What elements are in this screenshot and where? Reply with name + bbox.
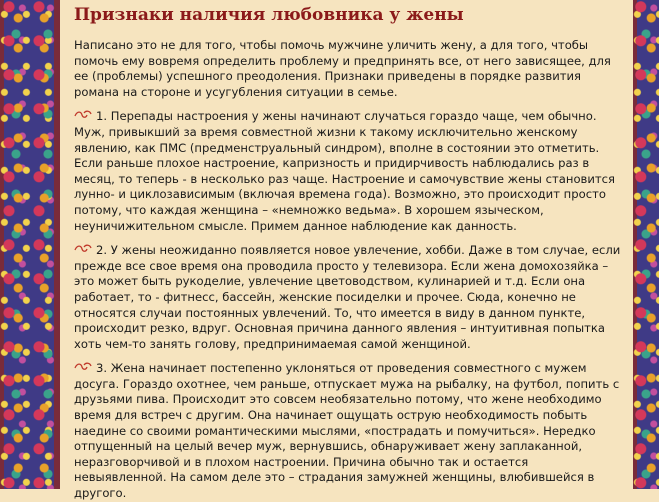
article	[60, 0, 633, 501]
flourish-bullet-icon	[74, 244, 92, 254]
list-item	[74, 243, 623, 352]
flourish-bullet-icon	[74, 362, 92, 372]
flourish-bullet-icon	[74, 110, 92, 120]
ornamental-border-right	[633, 0, 659, 489]
list-item	[74, 361, 623, 501]
page-title: Признаки наличия любовника у жены	[74, 5, 464, 25]
list-item	[74, 109, 623, 234]
ornamental-border-left	[0, 0, 60, 489]
list-item-text: 3. Жена начинает постепенно уклоняться от проведения совместного с мужем досуга. Гораздо охотнее, чем раньше, отпускает мужа на рыбалку, на футбол, попить с друзьями пива. Происходит это совсем необязательно потому, что жене необходимо время для встреч с другим. Она начинает ощущать острую необходимость побыть наедине со своими романтическими мыслями, «пострадать и помучиться». Нередко отпущенный на целый вечер муж, вернувшись, обнаруживает жену заплаканной, неразговорчивой и в плохом настроении. Причина обычно так и остается невыявленной. На самом деле это – страдания замужней женщины, влюбившейся в другого.	[74, 361, 620, 501]
list-item-text: 2. У жены неожиданно появляется новое увлечение, хобби. Даже в том случае, если прежде все свое время она проводила просто у телевизора. Если жена домохозяйка – это может быть рукоделие, увлечение цветоводством, кулинарией и т.д. Если она работает, то - фитнесс, бассейн, женские посиделки и прочее. Сюда, конечно не относятся случаи постоянных увлечений. То, что имеется в виду в данном пункте, происходит резко, вдруг. Основная причина данного явления – интуитивная попытка хоть чем-то занять голову, предпринимаемая самой женщиной.	[74, 243, 621, 351]
intro-paragraph: Написано это не для того, чтобы помочь мужчине уличить жену, а для того, чтобы помочь ему вовремя определить проблему и предпринять все, от него зависящее, для ее (проблемы) успешного преодоления. Признаки приведены в порядке развития романа на стороне и усугубления ситуации в семье.	[74, 38, 611, 99]
list-item-text: 1. Перепады настроения у жены начинают случаться гораздо чаще, чем обычно. Муж, привыкший за время совместной жизни к такому исключительно женскому явлению, как ПМС (предменструальный синдром), вполне в состоянии это отметить. Если раньше плохое настроение, капризность и придирчивость наблюдались раз в месяц, то теперь - в несколько раз чаще. Настроение и самочувствие жены становится лунно- и циклозависимым (включая времена года). Возможно, это происходит просто потому, что каждая женщина – «немножко ведьма». В хорошем языческом, неуничижительном смысле. Примем данное наблюдение как данность.	[74, 109, 616, 233]
